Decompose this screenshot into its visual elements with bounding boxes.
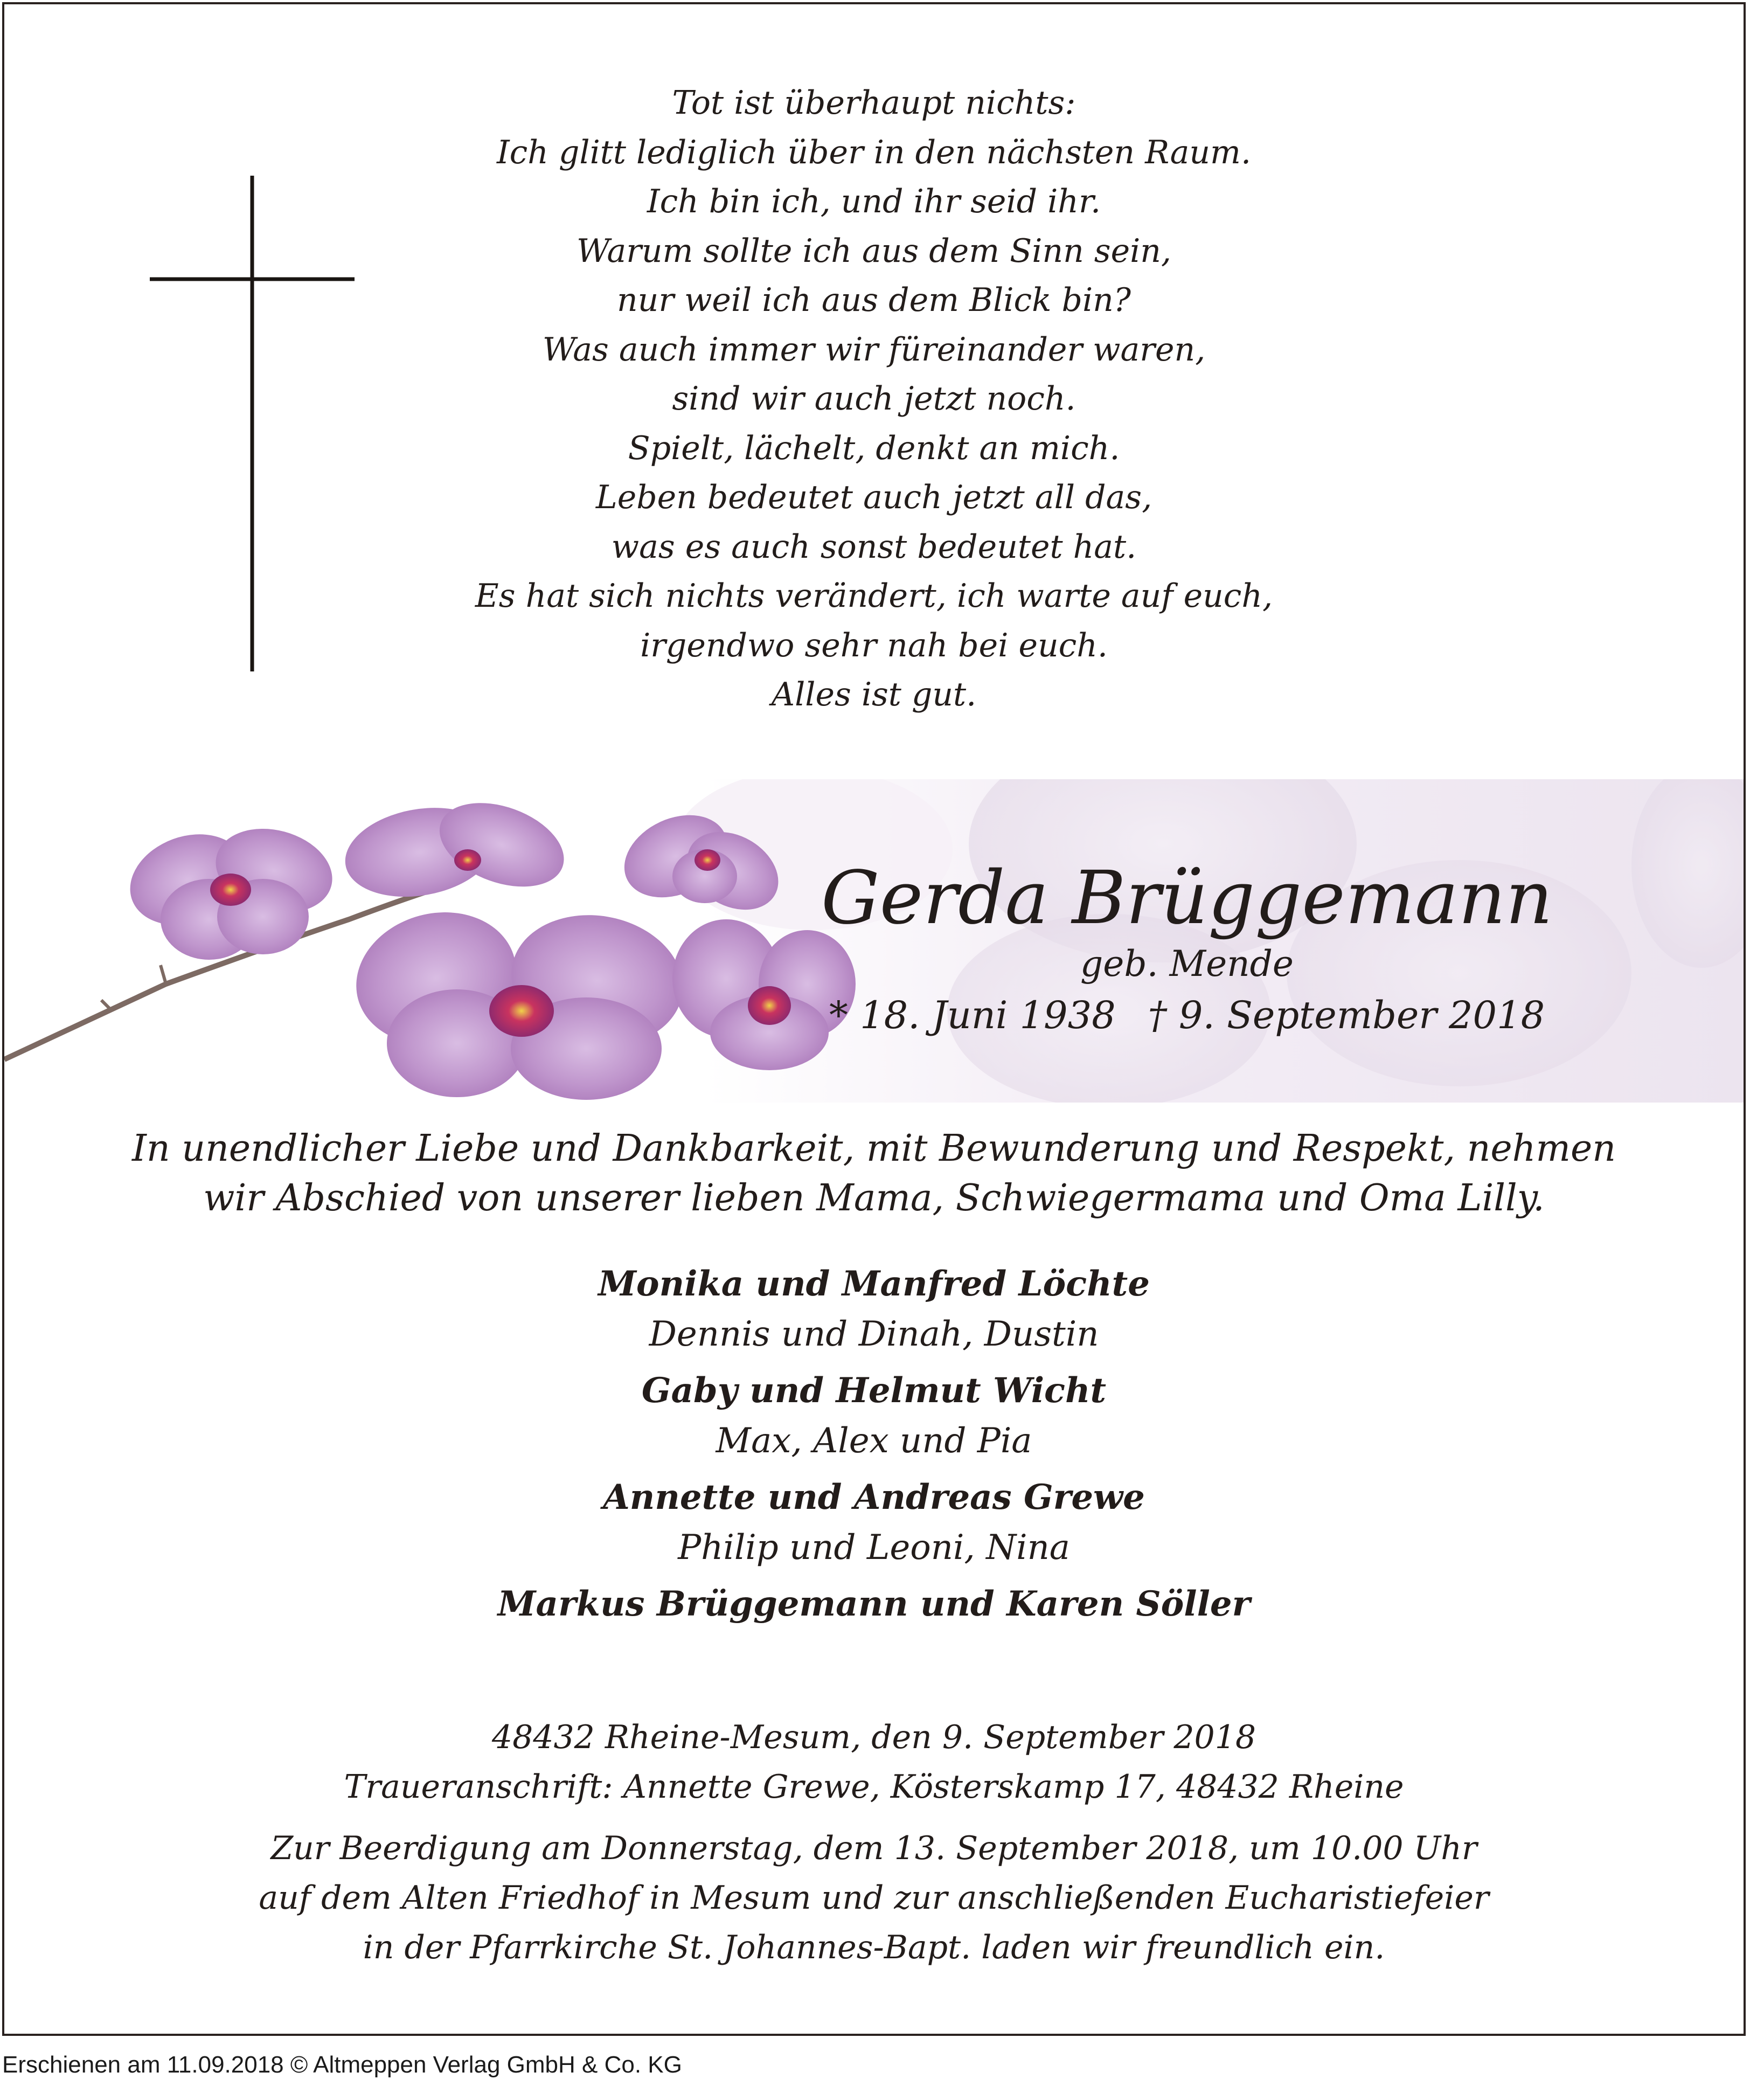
poem-line: Tot ist überhaupt nichts: bbox=[672, 84, 1076, 122]
farewell-line: wir Abschied von unserer lieben Mama, Schwiegermama und Oma Lilly. bbox=[203, 1177, 1545, 1219]
poem-line: Spielt, lächelt, denkt an mich. bbox=[628, 429, 1120, 467]
poem-line: nur weil ich aus dem Blick bin? bbox=[617, 281, 1131, 319]
poem-line: irgendwo sehr nah bei euch. bbox=[640, 626, 1108, 664]
poem-line: Was auch immer wir füreinander waren, bbox=[542, 330, 1206, 369]
poem-line: sind wir auch jetzt noch. bbox=[672, 380, 1076, 418]
farewell-text bbox=[4, 1124, 1744, 1223]
mourner-group bbox=[4, 1366, 1744, 1466]
poem-line: Leben bedeutet auch jetzt all das, bbox=[595, 479, 1152, 516]
poem-line: Ich bin ich, und ihr seid ihr. bbox=[647, 183, 1101, 220]
mourner-sub: Philip und Leoni, Nina bbox=[678, 1528, 1070, 1568]
birth-name: geb. Mende bbox=[1080, 943, 1294, 985]
mourner-main: Markus Brüggemann und Karen Söller bbox=[497, 1584, 1251, 1624]
birth-date: * 18. Juni 1938 bbox=[829, 993, 1116, 1037]
poem-line: Alles ist gut. bbox=[771, 676, 977, 713]
funeral-line: auf dem Alten Friedhof in Mesum und zur anschließenden Eucharistiefeier bbox=[259, 1879, 1489, 1917]
place-date: 48432 Rheine-Mesum, den 9. September 2018 bbox=[491, 1718, 1256, 1756]
mourner-group bbox=[4, 1579, 1744, 1630]
mourner-group bbox=[4, 1472, 1744, 1572]
mourner-group bbox=[4, 1259, 1744, 1359]
deceased-info bbox=[796, 858, 1578, 1042]
poem-line: Warum sollte ich aus dem Sinn sein, bbox=[576, 232, 1172, 270]
mourner-sub: Dennis und Dinah, Dustin bbox=[649, 1314, 1099, 1354]
poem-line: Es hat sich nichts verändert, ich warte auf euch, bbox=[475, 577, 1273, 615]
obituary-frame bbox=[2, 2, 1746, 2036]
closing-info bbox=[4, 1713, 1744, 1972]
poem-line: was es auch sonst bedeutet hat. bbox=[611, 528, 1137, 566]
publication-footer: Erschienen am 11.09.2018 © Altmeppen Verlag GmbH & Co. KG bbox=[2, 2052, 682, 2078]
mourner-main: Annette und Andreas Grewe bbox=[603, 1477, 1145, 1517]
mourner-main: Monika und Manfred Löchte bbox=[598, 1264, 1150, 1304]
poem bbox=[4, 79, 1744, 720]
death-date: † 9. September 2018 bbox=[1148, 993, 1545, 1037]
mourning-address: Traueranschrift: Annette Grewe, Kösterskamp 17, 48432 Rheine bbox=[344, 1768, 1404, 1806]
deceased-name: Gerda Brüggemann bbox=[821, 856, 1553, 941]
farewell-line: In unendlicher Liebe und Dankbarkeit, mit Bewunderung und Respekt, nehmen bbox=[132, 1127, 1616, 1170]
mourner-sub: Max, Alex und Pia bbox=[716, 1421, 1032, 1461]
funeral-line: Zur Beerdigung am Donnerstag, dem 13. September 2018, um 10.00 Uhr bbox=[270, 1829, 1477, 1867]
life-dates bbox=[796, 988, 1578, 1042]
mourners-list bbox=[4, 1259, 1744, 1636]
funeral-line: in der Pfarrkirche St. Johannes-Bapt. laden wir freundlich ein. bbox=[363, 1929, 1385, 1966]
poem-line: Ich glitt lediglich über in den nächsten Raum. bbox=[496, 133, 1252, 171]
mourner-main: Gaby und Helmut Wicht bbox=[641, 1370, 1107, 1411]
